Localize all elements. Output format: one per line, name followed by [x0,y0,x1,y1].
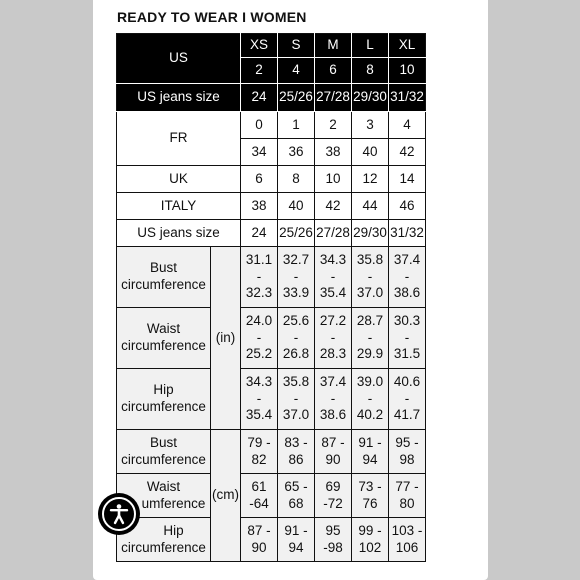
bust-in-range [278,247,315,308]
size-m: M [315,34,352,58]
range-line1: 103 - [391,522,423,538]
range-to: 29.9 [356,346,384,362]
range-to: 37.0 [356,285,384,301]
range-dash: - [256,390,262,406]
range-to: 38.6 [319,407,347,423]
hip-cm-label-line2: circumference [121,539,206,555]
fr-value: 2 [315,112,352,139]
range-to: 35.4 [319,285,347,301]
range-line2: 82 [251,451,267,467]
range-line1: 87 - [321,434,345,450]
range-dash: - [293,329,299,345]
range-from: 30.3 [393,312,421,328]
italy-value: 38 [241,193,278,220]
range-line2: 102 [358,539,382,555]
range-from: 34.3 [319,251,347,267]
range-to: 26.8 [282,346,310,362]
us-jeans-size-value: 27/28 [315,220,352,247]
range-line2: -72 [323,495,343,511]
bust-in-range [241,247,278,308]
hip-cm-label-line1: Hip [163,522,184,538]
hip-cm-range [241,518,278,562]
range-dash: - [367,390,373,406]
fr-value: 4 [389,112,426,139]
us-jeans-size-value: 31/32 [389,220,426,247]
range-line2: 90 [325,451,341,467]
waist-cm-label-line2: umference [141,495,206,511]
uk-value: 12 [352,166,389,193]
us-jeans-size-value: 25/26 [278,220,315,247]
range-line2: 68 [288,495,304,511]
waist-in-range [352,308,389,369]
range-to: 41.7 [393,407,421,423]
bust-cm-label: Bust circumference [117,430,211,474]
hip-in-range [278,369,315,430]
hip-cm-range [352,518,389,562]
range-to: 31.5 [393,346,421,362]
hip-in-range [315,369,352,430]
bust-cm-range [241,430,278,474]
us-jeans-value: 24 [241,84,278,112]
range-to: 40.2 [356,407,384,423]
range-line1: 95 [325,522,341,538]
bust-in-range [352,247,389,308]
fr-label: FR [117,112,241,166]
fr-value: 3 [352,112,389,139]
range-to: 32.3 [245,285,273,301]
us-number: 10 [389,58,426,84]
range-dash: - [256,268,262,284]
size-chart-table [116,33,426,562]
range-line1: 91 - [284,522,308,538]
uk-value: 6 [241,166,278,193]
range-dash: - [404,390,410,406]
waist-cm-range [241,474,278,518]
range-line2: 106 [395,539,419,555]
range-from: 37.4 [319,373,347,389]
range-line1: 73 - [358,478,382,494]
us-jeans-value: 31/32 [389,84,426,112]
fr-value: 38 [315,139,352,166]
range-to: 33.9 [282,285,310,301]
range-dash: - [330,390,336,406]
us-number: 6 [315,58,352,84]
range-from: 37.4 [393,251,421,267]
hip-in-range [389,369,426,430]
bust-in-range [389,247,426,308]
italy-label: ITALY [117,193,241,220]
hip-cm-range [315,518,352,562]
us-jeans-size-value: 29/30 [352,220,389,247]
accessibility-icon [102,497,136,531]
us-jeans-value: 29/30 [352,84,389,112]
us-jeans-size-label: US jeans size [117,220,241,247]
range-dash: - [367,268,373,284]
range-dash: - [256,329,262,345]
bust-in-label: Bust circumference [117,247,211,308]
hip-in-label: Hip circumference [117,369,211,430]
range-dash: - [293,268,299,284]
size-xs: XS [241,34,278,58]
bust-cm-range [352,430,389,474]
range-from: 35.8 [282,373,310,389]
range-line1: 61 [251,478,267,494]
italy-value: 42 [315,193,352,220]
bust-in-range [315,247,352,308]
range-from: 27.2 [319,312,347,328]
waist-in-range [315,308,352,369]
uk-value: 8 [278,166,315,193]
size-l: L [352,34,389,58]
range-line2: 98 [399,451,415,467]
fr-value: 34 [241,139,278,166]
range-from: 24.0 [245,312,273,328]
range-to: 37.0 [282,407,310,423]
range-to: 25.2 [245,346,273,362]
us-label: US [117,34,241,84]
hip-cm-range [278,518,315,562]
range-from: 25.6 [282,312,310,328]
range-line2: 94 [362,451,378,467]
range-line2: 86 [288,451,304,467]
range-line2: 80 [399,495,415,511]
fr-value: 0 [241,112,278,139]
waist-cm-range [315,474,352,518]
range-from: 40.6 [393,373,421,389]
bust-cm-range [278,430,315,474]
page-title: READY TO WEAR I WOMEN [117,9,307,25]
range-line1: 69 [325,478,341,494]
range-to: 38.6 [393,285,421,301]
uk-label: UK [117,166,241,193]
waist-in-range [278,308,315,369]
range-line1: 91 - [358,434,382,450]
us-number: 4 [278,58,315,84]
italy-value: 46 [389,193,426,220]
range-dash: - [404,268,410,284]
waist-in-label: Waist circumference [117,308,211,369]
fr-value: 1 [278,112,315,139]
range-line1: 99 - [358,522,382,538]
size-s: S [278,34,315,58]
waist-cm-label-line1: Waist [146,478,181,494]
range-line2: 94 [288,539,304,555]
waist-cm-range [389,474,426,518]
range-from: 32.7 [282,251,310,267]
range-dash: - [293,390,299,406]
range-line2: 90 [251,539,267,555]
waist-in-range [389,308,426,369]
us-jeans-value: 25/26 [278,84,315,112]
fr-value: 40 [352,139,389,166]
range-dash: - [367,329,373,345]
range-line1: 95 - [395,434,419,450]
waist-in-range [241,308,278,369]
italy-value: 44 [352,193,389,220]
range-dash: - [330,268,336,284]
us-jeans-value: 27/28 [315,84,352,112]
range-from: 34.3 [245,373,273,389]
range-from: 31.1 [245,251,273,267]
range-from: 28.7 [356,312,384,328]
range-dash: - [330,329,336,345]
accessibility-button[interactable] [98,493,140,535]
range-dash: - [404,329,410,345]
bust-cm-range [315,430,352,474]
uk-value: 14 [389,166,426,193]
waist-cm-range [352,474,389,518]
range-to: 35.4 [245,407,273,423]
hip-cm-range [389,518,426,562]
size-xl: XL [389,34,426,58]
hip-in-range [352,369,389,430]
italy-value: 40 [278,193,315,220]
us-number: 8 [352,58,389,84]
range-from: 39.0 [356,373,384,389]
fr-value: 42 [389,139,426,166]
waist-cm-range [278,474,315,518]
range-to: 28.3 [319,346,347,362]
us-jeans-size-value: 24 [241,220,278,247]
us-jeans-label: US jeans size [117,84,241,112]
bust-cm-range [389,430,426,474]
range-line1: 77 - [395,478,419,494]
range-line2: -98 [323,539,343,555]
unit-inches: (in) [211,247,241,430]
hip-in-range [241,369,278,430]
range-from: 35.8 [356,251,384,267]
range-line1: 65 - [284,478,308,494]
range-line1: 87 - [247,522,271,538]
unit-cm: (cm) [211,430,241,562]
range-line1: 83 - [284,434,308,450]
range-line2: -64 [249,495,269,511]
us-number: 2 [241,58,278,84]
uk-value: 10 [315,166,352,193]
fr-value: 36 [278,139,315,166]
range-line1: 79 - [247,434,271,450]
range-line2: 76 [362,495,378,511]
